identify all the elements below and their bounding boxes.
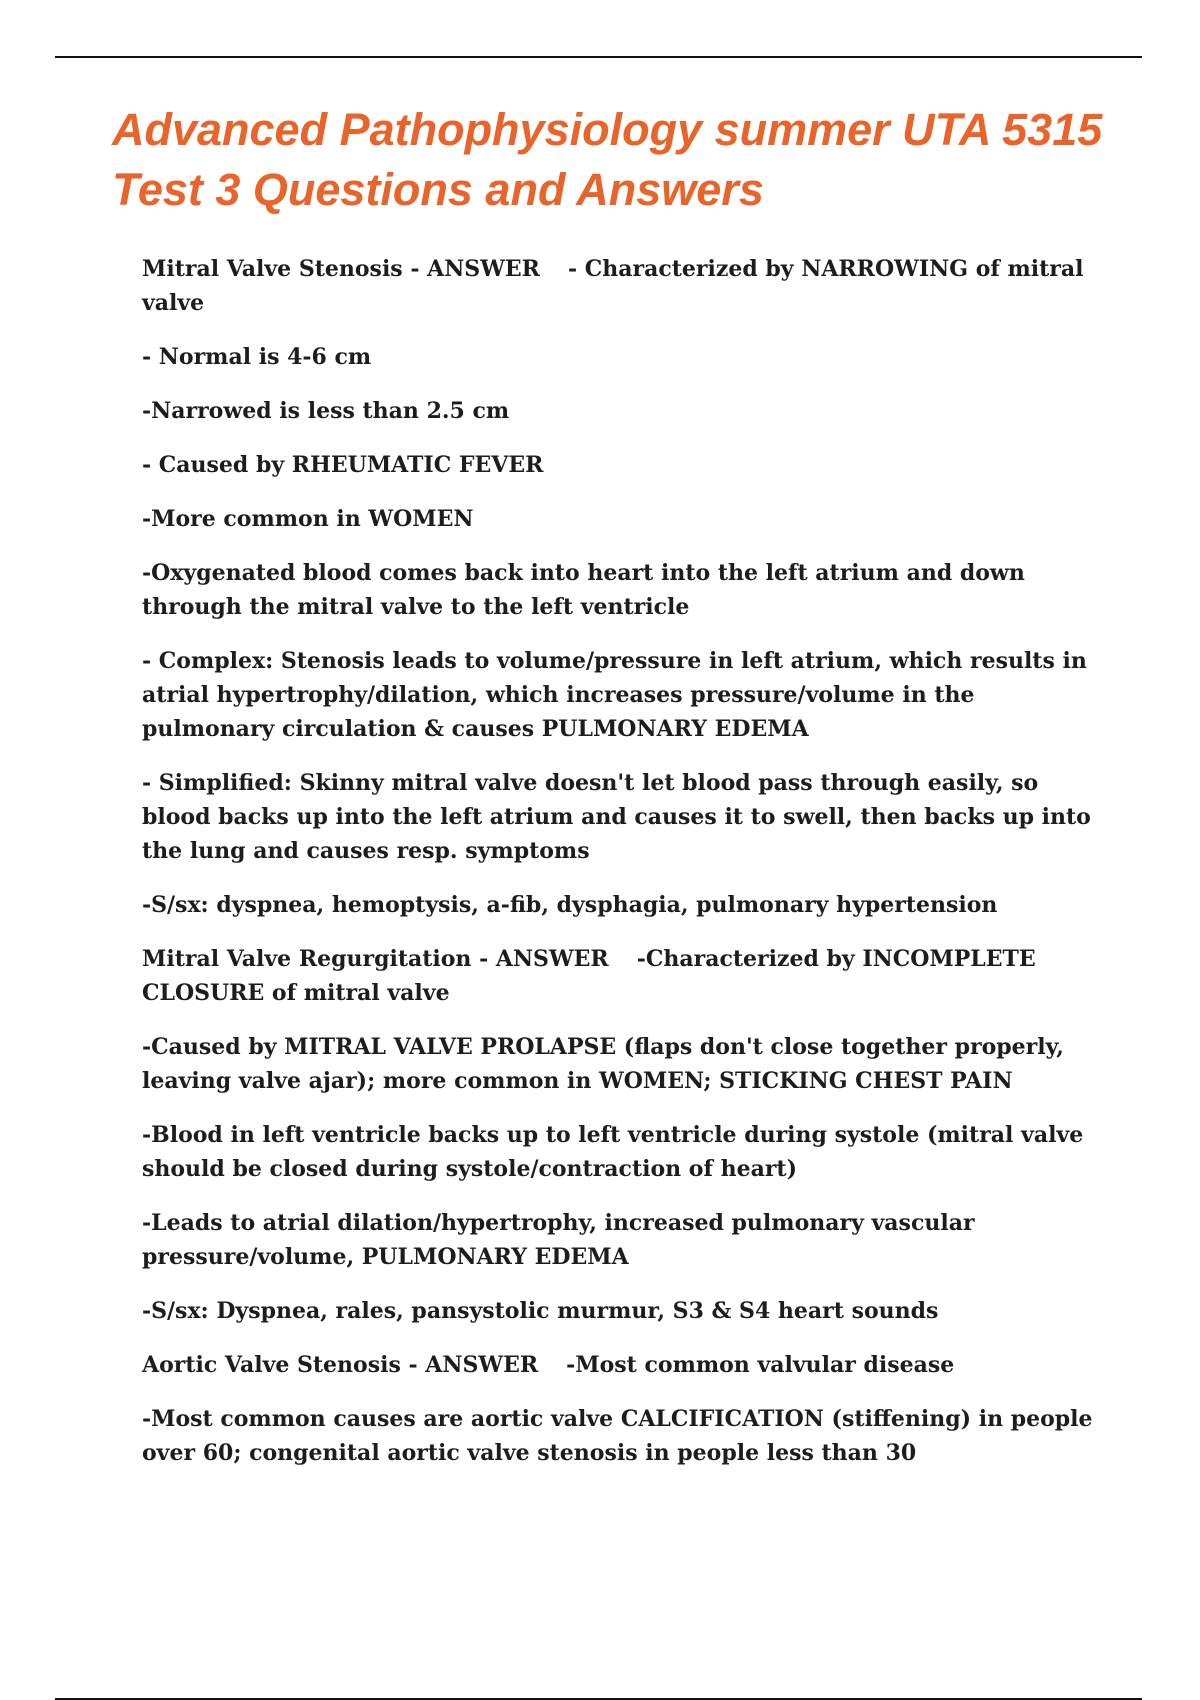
question-term: Mitral Valve Regurgitation - ANSWER [142, 946, 609, 972]
question-answer-entry [142, 1348, 1097, 1382]
answer-text: - Caused by RHEUMATIC FEVER [142, 452, 544, 478]
answer-text: -S/sx: Dyspnea, rales, pansystolic murmur, S3 & S4 heart sounds [142, 1298, 939, 1324]
answer-line [142, 556, 1097, 624]
question-answer-entry [142, 942, 1097, 1010]
answer-line [142, 394, 1097, 428]
answer-line [142, 1294, 1097, 1328]
title-line-2: Test 3 Questions and Answers [112, 164, 764, 215]
answer-text: -S/sx: dyspnea, hemoptysis, a-fib, dysphagia, pulmonary hypertension [142, 892, 998, 918]
answer-line [142, 1030, 1097, 1098]
document-body [142, 252, 1097, 1490]
answer-text: -More common in WOMEN [142, 506, 474, 532]
answer-line [142, 644, 1097, 746]
answer-text: -Most common valvular disease [566, 1352, 955, 1378]
answer-text: -Leads to atrial dilation/hypertrophy, increased pulmonary vascular pressure/volume, PULMONARY EDEMA [142, 1210, 975, 1270]
answer-text: -Caused by MITRAL VALVE PROLAPSE (flaps don't close together properly, leaving valve ajar); more common in WOMEN; STICKING CHEST PAIN [142, 1034, 1064, 1094]
answer-line [142, 1402, 1097, 1470]
answer-line [142, 448, 1097, 482]
page-title [112, 100, 1200, 220]
answer-text: -Most common causes are aortic valve CALCIFICATION (stiffening) in people over 60; congenital aortic valve stenosis in people less than 30 [142, 1406, 1093, 1466]
answer-line [142, 766, 1097, 868]
answer-text: - Normal is 4-6 cm [142, 344, 372, 370]
title-line-1: Advanced Pathophysiology summer UTA 5315 [112, 104, 1103, 155]
answer-line [142, 1118, 1097, 1186]
question-term: Aortic Valve Stenosis - ANSWER [142, 1352, 539, 1378]
answer-line [142, 1206, 1097, 1274]
answer-text: - Simplified: Skinny mitral valve doesn't let blood pass through easily, so blood backs up into the left atrium and causes it to swell, then backs up into the lung and causes resp. symptoms [142, 770, 1091, 864]
question-answer-entry [142, 252, 1097, 320]
answer-line [142, 340, 1097, 374]
answer-text: - Complex: Stenosis leads to volume/pressure in left atrium, which results in atrial hypertrophy/dilation, which increases pressure/volume in the pulmonary circulation & causes PULMONARY EDEMA [142, 648, 1087, 742]
top-rule [55, 56, 1142, 58]
answer-line [142, 888, 1097, 922]
answer-text: -Blood in left ventricle backs up to left ventricle during systole (mitral valve should be closed during systole/contraction of heart) [142, 1122, 1084, 1182]
answer-text: - Characterized by NARROWING of mitral valve [142, 256, 1084, 316]
answer-text: -Narrowed is less than 2.5 cm [142, 398, 510, 424]
question-term: Mitral Valve Stenosis - ANSWER [142, 256, 540, 282]
answer-text: -Oxygenated blood comes back into heart into the left atrium and down through the mitral valve to the left ventricle [142, 560, 1025, 620]
answer-line [142, 502, 1097, 536]
answer-text: -Characterized by INCOMPLETE CLOSURE of mitral valve [142, 946, 1036, 1006]
